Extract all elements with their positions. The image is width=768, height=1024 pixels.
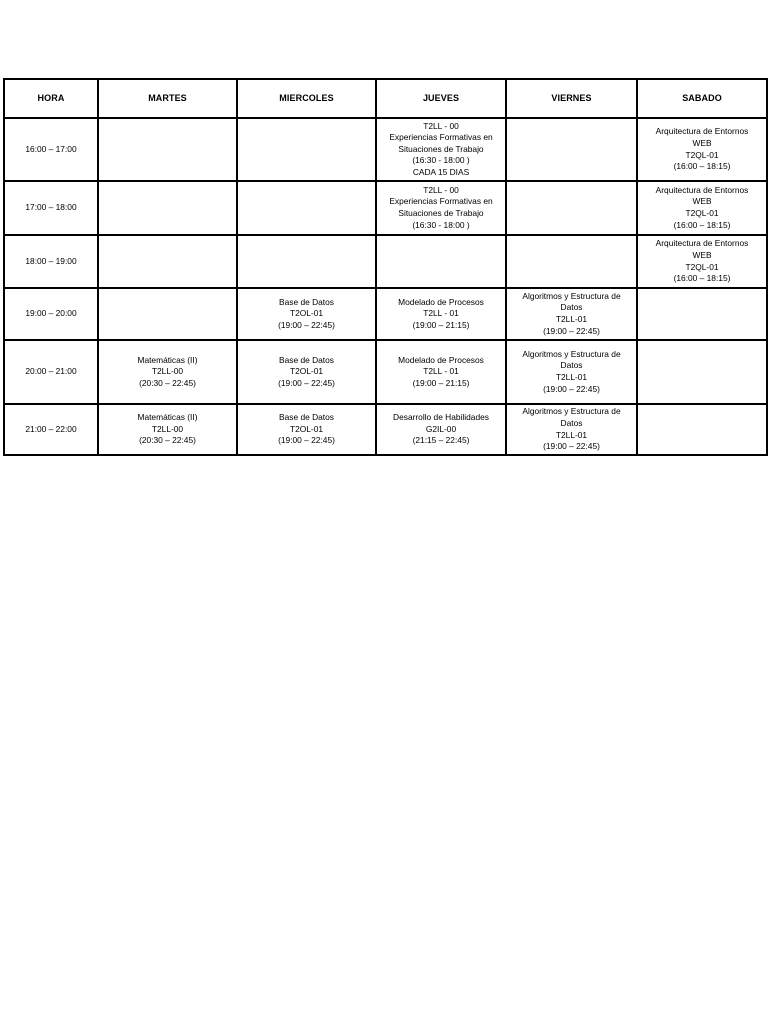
cell-line: Datos bbox=[560, 417, 583, 428]
schedule-row bbox=[4, 181, 767, 235]
cell-line: (16:30 - 18:00 ) bbox=[412, 155, 470, 166]
cell-line: (19:00 – 22:45) bbox=[278, 319, 335, 330]
hora-cell: 18:00 – 19:00 bbox=[4, 235, 98, 288]
cell-viernes bbox=[506, 181, 637, 235]
cell-line: WEB bbox=[692, 196, 712, 207]
schedule-row bbox=[4, 340, 767, 404]
cell-miercoles bbox=[237, 118, 376, 181]
cell-martes bbox=[98, 404, 237, 455]
cell-line: T2LL-01 bbox=[555, 372, 588, 382]
cell-line: T2LL - 00 bbox=[423, 120, 459, 131]
hora-cell: 19:00 – 20:00 bbox=[4, 288, 98, 340]
cell-line: (19:00 – 22:45) bbox=[543, 383, 600, 394]
cell-line: (16:00 – 18:15) bbox=[673, 219, 731, 230]
cell-line: Algoritmos y Estructura de bbox=[522, 406, 621, 417]
cell-line: Matemáticas (II) bbox=[137, 354, 198, 365]
cell-line: T2LL - 00 bbox=[423, 184, 459, 195]
cell-line: Experiencias Formativas en bbox=[389, 196, 493, 207]
header-hora: HORA bbox=[4, 79, 98, 118]
cell-line: Desarrollo de Habilidades bbox=[393, 412, 489, 423]
cell-jueves bbox=[376, 288, 506, 340]
cell-line: Matemáticas (II) bbox=[137, 412, 198, 423]
cell-jueves bbox=[376, 118, 506, 181]
cell-line: WEB bbox=[692, 249, 712, 260]
cell-line: T2LL - 01 bbox=[423, 366, 459, 377]
cell-martes bbox=[98, 288, 237, 340]
cell-line: Algoritmos y Estructura de bbox=[522, 348, 621, 359]
cell-viernes bbox=[506, 288, 637, 340]
cell-line: T2LL-01 bbox=[555, 314, 588, 324]
cell-martes bbox=[98, 118, 237, 181]
cell-line: Datos bbox=[560, 302, 583, 313]
cell-viernes bbox=[506, 340, 637, 404]
cell-line: Experiencias Formativas en bbox=[389, 132, 493, 143]
schedule-table bbox=[3, 78, 768, 456]
cell-line: T2LL-01 bbox=[555, 429, 588, 440]
header-sabado: SABADO bbox=[637, 79, 767, 118]
cell-martes bbox=[98, 340, 237, 404]
cell-line: (19:00 – 22:45) bbox=[543, 441, 600, 452]
cell-sabado bbox=[637, 404, 767, 455]
cell-line: Base de Datos bbox=[279, 354, 334, 365]
header-row bbox=[4, 79, 767, 118]
cell-line: (16:30 - 18:00 ) bbox=[412, 219, 470, 230]
cell-line: Arquitectura de Entornos bbox=[655, 126, 749, 137]
schedule-row bbox=[4, 118, 767, 181]
cell-sabado bbox=[637, 340, 767, 404]
cell-jueves bbox=[376, 404, 506, 455]
hora-cell: 16:00 – 17:00 bbox=[4, 118, 98, 181]
cell-line: Modelado de Procesos bbox=[398, 354, 484, 365]
header-jueves: JUEVES bbox=[376, 79, 506, 118]
cell-martes bbox=[98, 235, 237, 288]
cell-line: T2OL-01 bbox=[289, 366, 324, 377]
header-miercoles: MIERCOLES bbox=[237, 79, 376, 118]
cell-sabado bbox=[637, 181, 767, 235]
header-viernes: VIERNES bbox=[506, 79, 637, 118]
cell-martes bbox=[98, 181, 237, 235]
cell-jueves bbox=[376, 340, 506, 404]
cell-miercoles bbox=[237, 181, 376, 235]
cell-viernes bbox=[506, 118, 637, 181]
cell-line: WEB bbox=[692, 137, 712, 148]
cell-line: (20:30 – 22:45) bbox=[139, 435, 196, 446]
cell-line: T2OL-01 bbox=[289, 423, 324, 434]
cell-sabado bbox=[637, 235, 767, 288]
cell-sabado bbox=[637, 288, 767, 340]
cell-line: (21:15 – 22:45) bbox=[412, 435, 470, 446]
cell-viernes bbox=[506, 235, 637, 288]
cell-line: T2LL-00 bbox=[151, 366, 184, 377]
cell-line: Base de Datos bbox=[279, 296, 334, 307]
cell-line: (19:00 – 21:15) bbox=[412, 319, 470, 330]
cell-miercoles bbox=[237, 235, 376, 288]
cell-line: (19:00 – 21:15) bbox=[412, 377, 470, 388]
cell-line: T2QL-01 bbox=[685, 261, 719, 272]
cell-line: Arquitectura de Entornos bbox=[655, 238, 749, 249]
schedule-row bbox=[4, 288, 767, 340]
cell-line: Datos bbox=[560, 360, 583, 371]
schedule-row bbox=[4, 235, 767, 288]
hora-cell: 21:00 – 22:00 bbox=[4, 404, 98, 455]
cell-line: T2QL-01 bbox=[685, 208, 719, 218]
cell-miercoles bbox=[237, 404, 376, 455]
cell-line: Situaciones de Trabajo bbox=[398, 208, 484, 218]
cell-miercoles bbox=[237, 340, 376, 404]
cell-sabado bbox=[637, 118, 767, 181]
cell-jueves bbox=[376, 181, 506, 235]
hora-cell: 17:00 – 18:00 bbox=[4, 181, 98, 235]
cell-line: T2LL-00 bbox=[151, 423, 184, 434]
cell-line: T2OL-01 bbox=[289, 308, 324, 319]
cell-line: Situaciones de Trabajo bbox=[398, 143, 484, 154]
cell-miercoles bbox=[237, 288, 376, 340]
cell-line: G2IL-00 bbox=[425, 423, 457, 434]
cell-line: Base de Datos bbox=[279, 412, 334, 423]
cell-line: (16:00 – 18:15) bbox=[673, 161, 731, 172]
cell-line: T2LL - 01 bbox=[423, 308, 459, 319]
cell-line: (19:00 – 22:45) bbox=[278, 377, 335, 388]
cell-line: (19:00 – 22:45) bbox=[543, 325, 600, 336]
cell-line: CADA 15 DIAS bbox=[412, 166, 470, 177]
cell-line: (20:30 – 22:45) bbox=[139, 377, 196, 388]
cell-line: Arquitectura de Entornos bbox=[655, 184, 749, 195]
hora-cell: 20:00 – 21:00 bbox=[4, 340, 98, 404]
header-martes: MARTES bbox=[98, 79, 237, 118]
cell-line: Modelado de Procesos bbox=[398, 296, 484, 307]
cell-line: (19:00 – 22:45) bbox=[278, 435, 335, 446]
cell-viernes bbox=[506, 404, 637, 455]
cell-line: (16:00 – 18:15) bbox=[673, 273, 731, 284]
cell-line: Algoritmos y Estructura de bbox=[522, 290, 621, 301]
cell-line: T2QL-01 bbox=[685, 149, 719, 160]
schedule-row bbox=[4, 404, 767, 455]
cell-jueves bbox=[376, 235, 506, 288]
